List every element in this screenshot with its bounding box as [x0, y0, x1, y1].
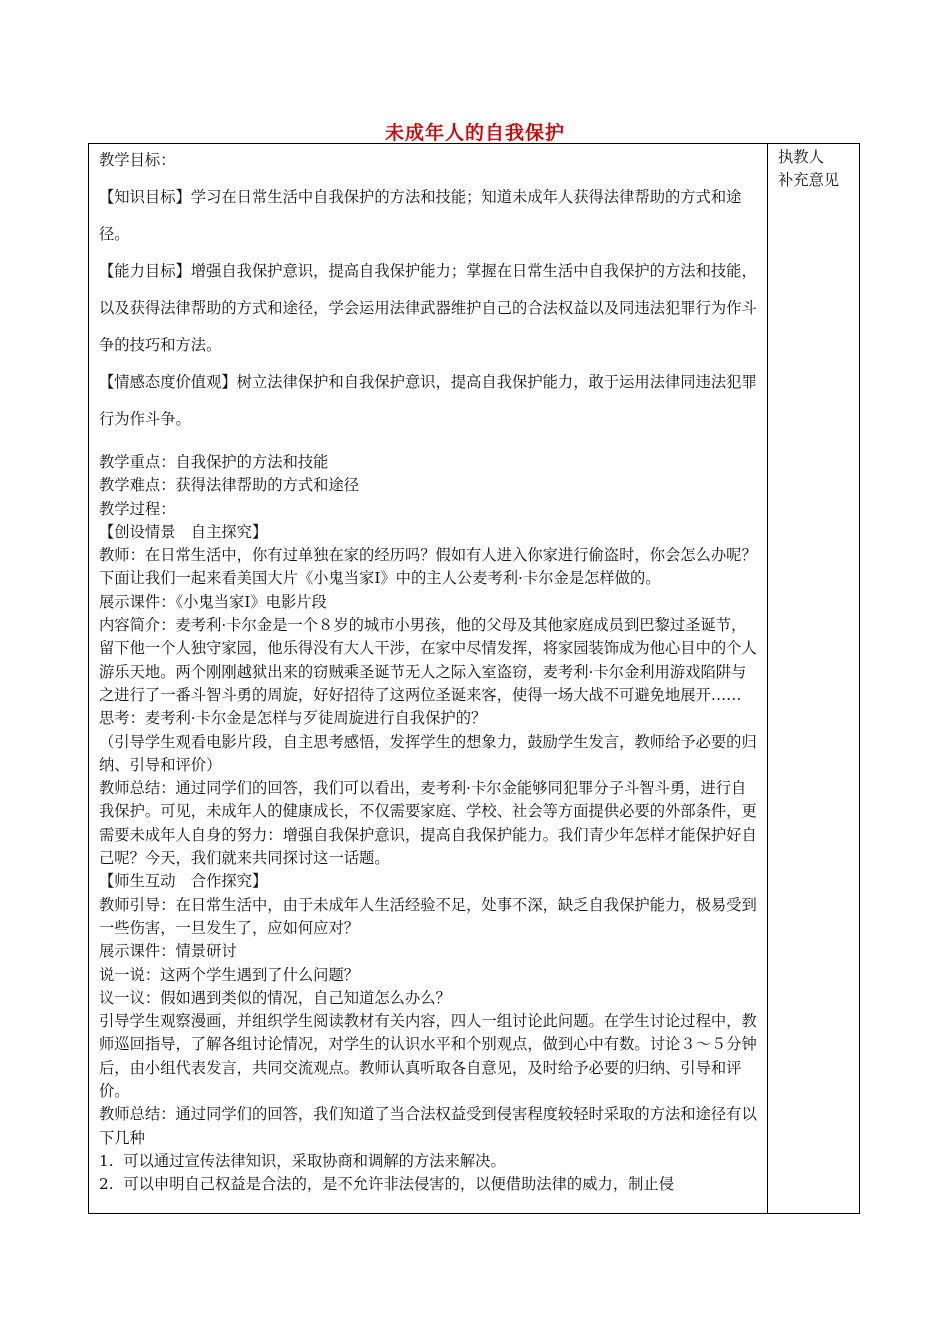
section2-item2: 2. 可以申明自己权益是合法的，是不允许非法侵害的，以便借助法律的威力，制止侵	[99, 1175, 675, 1194]
column-divider	[767, 144, 768, 1213]
section1-teacher-intro: 教师：在日常生活中，你有过单独在家的经历吗？假如有人进入你家进行偷盗时，你会怎么办呢？下面让我们一起来看美国大片《小鬼当家Ⅰ》中的主人公麦考利·卡尔金是怎样做的。	[99, 546, 757, 588]
section2-guide: 引导学生观察漫画，并组织学生阅读教材有关内容，四人一组讨论此问题。在学生讨论过程中，教师巡回指导，了解各组讨论情况，对学生的认识水平和个别观点，做到心中有数。讨论３～５分钟后，由小组代表发言，共同交流观点。教师认真听取各自意见，及时给予必要的归纳、引导和评价。	[99, 1012, 757, 1101]
section2-conclusion: 教师总结：通过同学们的回答，我们知道了当合法权益受到侵害程度较轻时采取的方法和途径有以下几种	[99, 1105, 757, 1147]
section1-courseware: 展示课件：《小鬼当家Ⅰ》电影片段	[99, 592, 327, 611]
section2-say: 说一说：这两个学生遇到了什么问题？	[99, 965, 360, 984]
notes-label: 补充意见	[778, 171, 840, 189]
section2-heading: 【师生互动 合作探究】	[99, 872, 268, 891]
process-heading: 教学过程：	[99, 499, 176, 518]
main-column	[99, 144, 761, 1197]
key-point: 教学重点：自我保护的方法和技能	[99, 453, 329, 471]
section1-conclusion: 教师总结：通过同学们的回答，我们可以看出，麦考利·卡尔金能够同犯罪分子斗智斗勇，进行自我保护。可见，未成年人的健康成长，不仅需要家庭、学校、社会等方面提供必要的外部条件，更需要未成年人自身的努力：增强自我保护意识，提高自我保护能力。我们青少年怎样才能保护好自己呢？今天，我们就来共同探讨这一话题。	[99, 779, 757, 868]
page-title: 未成年人的自我保护	[384, 122, 565, 144]
section1-guide: （引导学生观看电影片段，自主思考感悟，发挥学生的想象力，鼓励学生发言，教师给予必要的归纳、引导和评价）	[99, 732, 757, 774]
objective-emotion: 【情感态度价值观】树立法律保护和自我保护意识，提高自我保护能力，敢于运用法律同违法犯罪行为作斗争。	[99, 373, 757, 428]
section2-courseware: 展示课件：情景研讨	[99, 942, 237, 961]
teacher-label: 执教人	[778, 148, 824, 166]
objective-knowledge: 【知识目标】学习在日常生活中自我保护的方法和技能；知道未成年人获得法律帮助的方式和途径。	[99, 188, 742, 243]
difficulty: 教学难点：获得法律帮助的方式和途径	[99, 476, 360, 495]
section1-heading: 【创设情景 自主探究】	[99, 522, 268, 541]
objectives-heading: 教学目标：	[99, 151, 176, 169]
section1-summary: 内容简介：麦考利·卡尔金是一个８岁的城市小男孩，他的父母及其他家庭成员到巴黎过圣诞节，留下他一个人独守家园，他乐得没有大人干涉，在家中尽情发挥，将家园装饰成为他心目中的个人游乐天地。两个刚刚越狱出来的窃贼乘圣诞节无人之际入室盗窃，麦考利·卡尔金利用游戏陷阱与之进行了一番斗智斗勇的周旋，好好招待了这两位圣诞来客，使得一场大战不可避免地展开……	[99, 616, 757, 704]
lesson-table	[88, 143, 860, 1214]
section1-think: 思考：麦考利·卡尔金是怎样与歹徒周旋进行自我保护的？	[99, 709, 487, 728]
section2-teacher-guide: 教师引导：在日常生活中，由于未成年人生活经验不足，处事不深，缺乏自我保护能力，极易受到一些伤害，一旦发生了，应如何应对？	[99, 895, 757, 937]
section2-discuss: 议一议：假如遇到类似的情况，自己知道怎么办么？	[99, 988, 451, 1007]
section2-item1: 1. 可以通过宣传法律知识，采取协商和调解的方法来解决。	[99, 1151, 506, 1170]
objective-ability: 【能力目标】增强自我保护意识，提高自我保护能力；掌握在日常生活中自我保护的方法和技能，以及获得法律帮助的方式和途径，学会运用法律武器维护自己的合法权益以及同违法犯罪行为作斗争的技巧和方法。	[99, 262, 757, 354]
side-column	[778, 144, 858, 192]
